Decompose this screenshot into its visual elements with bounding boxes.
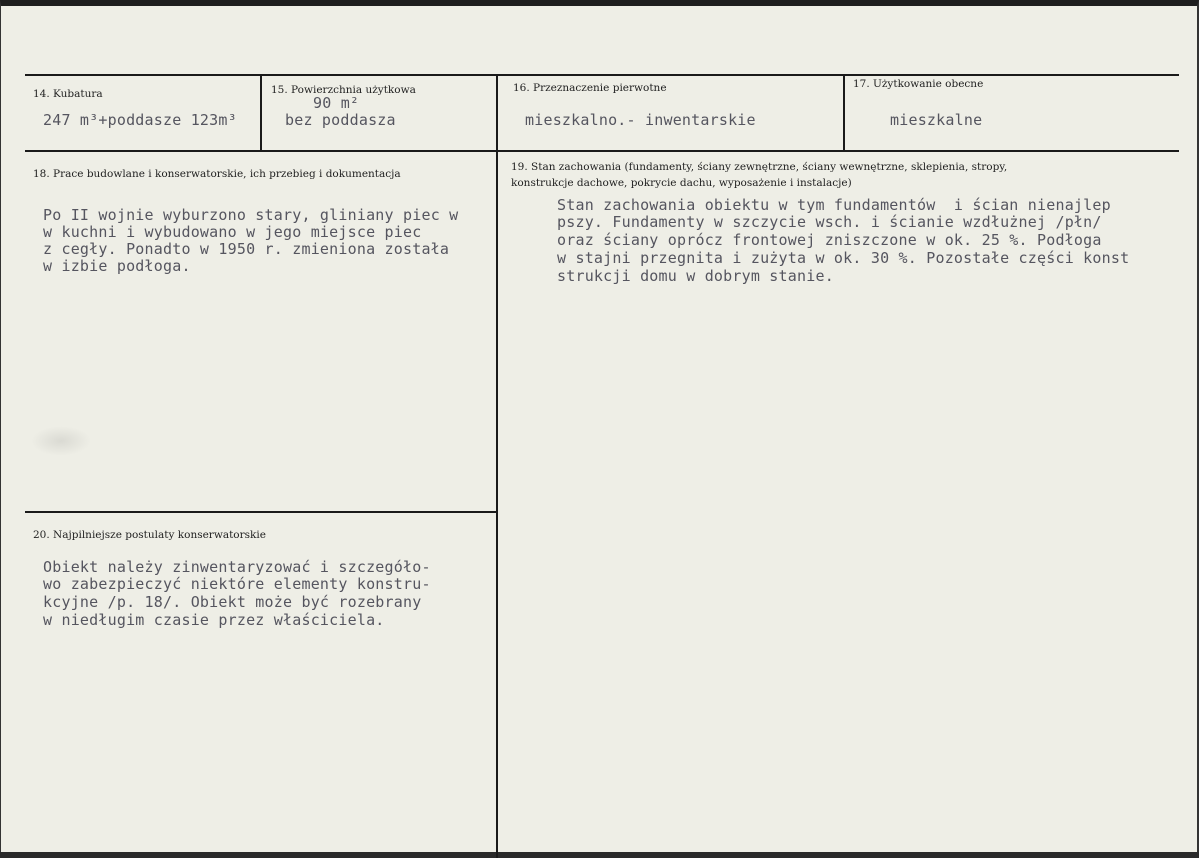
field-19-line: pszy. Fundamenty w szczycie wsch. i ścianie wzdłużnej /płn/ — [557, 213, 1102, 231]
field-15-value-area: 90 m² — [313, 94, 360, 112]
field-18-line: z cegły. Ponadto w 1950 r. zmieniona została — [43, 240, 450, 258]
field-20-label: 20. Najpilniejsze postulaty konserwatorskie — [33, 529, 266, 541]
field-17-value: mieszkalne — [890, 111, 983, 129]
field-14-label: 14. Kubatura — [33, 88, 103, 100]
col-left-split-rule — [25, 511, 497, 513]
field-16-label: 16. Przeznaczenie pierwotne — [513, 82, 667, 94]
field-20-line: w niedługim czasie przez właściciela. — [43, 611, 385, 629]
field-19-line: w stajni przegnita i zużyta w ok. 30 %. Pozostałe części konst — [557, 249, 1130, 267]
row1-bottom-rule — [25, 150, 1179, 152]
field-14-value: 247 m³+poddasze 123m³ — [43, 111, 237, 129]
field-20-line: wo zabezpieczyć niektóre elementy konstru- — [43, 575, 431, 593]
field-15-value-note: bez poddasza — [285, 111, 396, 129]
divider-16-17 — [843, 74, 845, 152]
field-15-label: 15. Powierzchnia użytkowa — [271, 84, 416, 96]
field-18-line: w kuchni i wybudowano w jego miejsce piec — [43, 223, 422, 241]
field-19-label-line1: 19. Stan zachowania (fundamenty, ściany zewnętrzne, ściany wewnętrzne, sklepienia, stropy, — [511, 161, 1008, 173]
top-rule — [25, 74, 1179, 76]
field-20-line: kcyjne /p. 18/. Obiekt może być rozebrany — [43, 593, 422, 611]
field-19-line: Stan zachowania obiektu w tym fundamentów i ścian nienajlep — [557, 196, 1111, 214]
field-20-line: Obiekt należy zinwentaryzować i szczegóło- — [43, 558, 431, 576]
field-19-line: oraz ściany oprócz frontowej zniszczone w ok. 25 %. Podłoga — [557, 231, 1102, 249]
field-18-line: w izbie podłoga. — [43, 257, 191, 275]
field-19-label-line2: konstrukcje dachowe, pokrycie dachu, wyposażenie i instalacje) — [511, 177, 852, 189]
divider-15-16 — [496, 74, 498, 858]
field-16-value: mieszkalno.- inwentarskie — [525, 111, 756, 129]
divider-14-15 — [260, 74, 262, 152]
field-18-line: Po II wojnie wyburzono stary, gliniany piec w — [43, 206, 459, 224]
field-17-label: 17. Użytkowanie obecne — [853, 78, 984, 90]
field-19-line: strukcji domu w dobrym stanie. — [557, 267, 834, 285]
paper-smudge — [31, 426, 91, 456]
field-18-label: 18. Prace budowlane i konserwatorskie, ich przebieg i dokumentacja — [33, 168, 401, 180]
